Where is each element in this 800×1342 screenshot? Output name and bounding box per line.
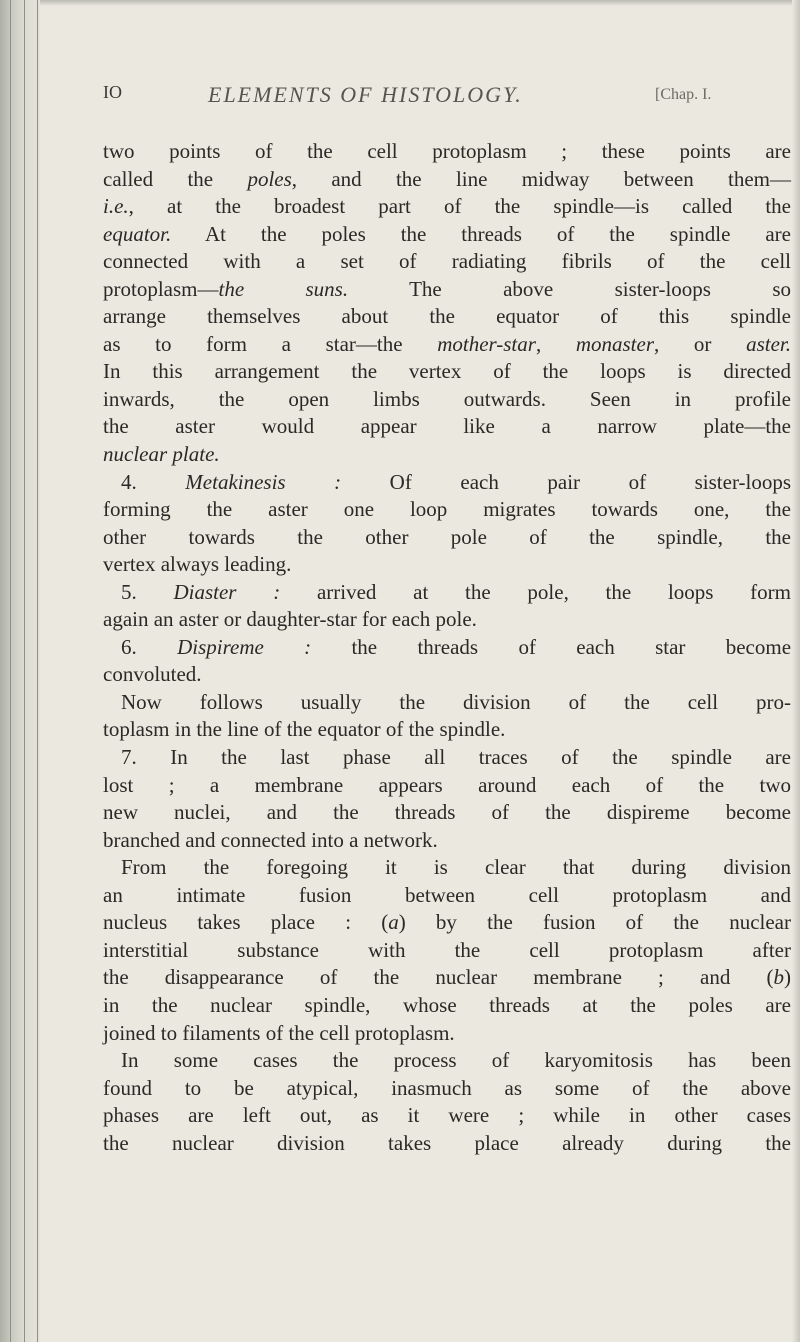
text-segment: ) by the fusion of the nuclear bbox=[398, 910, 791, 935]
page-right-edge bbox=[792, 0, 800, 1342]
italic-term: b bbox=[773, 965, 784, 990]
running-title: ELEMENTS OF HISTOLOGY. bbox=[208, 82, 523, 107]
page-number: IO bbox=[103, 82, 122, 102]
text-line bbox=[103, 854, 791, 882]
italic-term: a bbox=[388, 910, 399, 935]
text-line bbox=[103, 221, 791, 249]
text-line bbox=[103, 386, 791, 414]
text-segment: toplasm in the line of the equator of the spindle. bbox=[103, 717, 506, 742]
running-header bbox=[103, 82, 791, 122]
text-segment: arrived at the pole, the loops form bbox=[280, 579, 791, 604]
text-segment: In some cases the process of karyomitosis has been bbox=[121, 1048, 791, 1073]
binding-edge-line bbox=[37, 0, 38, 1342]
text-line bbox=[103, 524, 791, 552]
text-segment: 5. bbox=[121, 579, 174, 604]
text-segment: the nuclear division takes place already during the bbox=[103, 1130, 791, 1155]
italic-term: Metakinesis : bbox=[185, 469, 342, 494]
text-segment: , bbox=[535, 331, 576, 356]
italic-term: Dispireme : bbox=[177, 634, 312, 659]
text-segment: the aster would appear like a narrow plate—the bbox=[103, 414, 791, 439]
text-line bbox=[103, 827, 791, 855]
text-segment: again an aster or daughter-star for each pole. bbox=[103, 607, 477, 632]
text-line bbox=[103, 166, 791, 194]
page-top-edge bbox=[40, 0, 800, 6]
text-line bbox=[103, 276, 791, 304]
text-line bbox=[103, 413, 791, 441]
text-line bbox=[103, 138, 791, 166]
text-line bbox=[103, 1075, 791, 1103]
text-segment: In this arrangement the vertex of the loops is directed bbox=[103, 359, 791, 384]
text-line bbox=[103, 579, 791, 607]
text-segment: as to form a star—the bbox=[103, 331, 438, 356]
text-segment: Of each pair of sister-loops bbox=[341, 469, 792, 494]
text-segment: forming the aster one loop migrates towards one, the bbox=[103, 497, 791, 522]
text-line bbox=[103, 441, 791, 469]
book-page bbox=[103, 82, 792, 1155]
text-segment: ) bbox=[784, 965, 791, 990]
text-line bbox=[103, 661, 791, 689]
italic-term: the suns. bbox=[218, 276, 349, 301]
text-segment: 6. bbox=[121, 634, 178, 659]
text-segment: the threads of each star become bbox=[311, 634, 792, 659]
italic-term: nuclear plate. bbox=[103, 442, 220, 467]
text-segment: convoluted. bbox=[103, 662, 202, 687]
text-line bbox=[103, 992, 791, 1020]
binding-edge-line bbox=[24, 0, 25, 1342]
text-segment: From the foregoing it is clear that during division bbox=[121, 855, 791, 880]
text-segment: , at the broadest part of the spindle—is called the bbox=[128, 194, 791, 219]
text-segment: The above sister-loops so bbox=[348, 276, 791, 301]
text-segment: the disappearance of the nuclear membrane ; and ( bbox=[103, 965, 774, 990]
text-segment: called the bbox=[103, 166, 248, 191]
book-binding-gutter bbox=[0, 0, 40, 1342]
text-line bbox=[103, 496, 791, 524]
body-text bbox=[103, 138, 791, 1157]
text-segment: other towards the other pole of the spindle, the bbox=[103, 524, 791, 549]
italic-term: monaster bbox=[575, 331, 655, 356]
text-line bbox=[103, 358, 791, 386]
text-segment: an intimate fusion between cell protoplasm and bbox=[103, 882, 791, 907]
text-line bbox=[103, 799, 791, 827]
text-segment: inwards, the open limbs outwards. Seen in profile bbox=[103, 386, 791, 411]
italic-term: aster. bbox=[746, 331, 791, 356]
text-segment: vertex always leading. bbox=[103, 552, 292, 577]
text-segment: protoplasm— bbox=[103, 276, 219, 301]
text-line bbox=[103, 551, 791, 579]
text-line bbox=[103, 964, 791, 992]
chapter-label: [Chap. I. bbox=[655, 86, 712, 103]
italic-term: equator. bbox=[103, 221, 172, 246]
text-segment: two points of the cell protoplasm ; these points are bbox=[103, 139, 791, 163]
text-segment: branched and connected into a network. bbox=[103, 827, 438, 852]
binding-edge-line bbox=[10, 0, 11, 1342]
text-line bbox=[103, 716, 791, 744]
text-line bbox=[103, 882, 791, 910]
text-line bbox=[103, 634, 791, 662]
text-segment: lost ; a membrane appears around each of the two bbox=[103, 772, 791, 797]
text-segment: in the nuclear spindle, whose threads at the poles are bbox=[103, 992, 791, 1017]
text-segment: 4. bbox=[121, 469, 186, 494]
text-line bbox=[103, 193, 791, 221]
text-line bbox=[103, 909, 791, 937]
italic-term: mother-star bbox=[437, 331, 536, 356]
text-line bbox=[103, 1102, 791, 1130]
text-line bbox=[103, 772, 791, 800]
text-segment: phases are left out, as it were ; while in other cases bbox=[103, 1103, 791, 1128]
italic-term: poles bbox=[247, 166, 292, 191]
text-segment: connected with a set of radiating fibrils of the cell bbox=[103, 249, 791, 274]
text-line bbox=[103, 937, 791, 965]
text-line bbox=[103, 1020, 791, 1048]
text-line bbox=[103, 606, 791, 634]
text-segment: arrange themselves about the equator of this spindle bbox=[103, 304, 791, 329]
text-segment: found to be atypical, inasmuch as some of the above bbox=[103, 1075, 791, 1100]
text-segment: nucleus takes place : ( bbox=[103, 910, 389, 935]
text-segment: , and the line midway between them— bbox=[291, 166, 791, 191]
text-line bbox=[103, 469, 791, 497]
text-line bbox=[103, 744, 791, 772]
text-segment: joined to filaments of the cell protoplasm. bbox=[103, 1020, 455, 1045]
text-segment: new nuclei, and the threads of the dispireme become bbox=[103, 800, 791, 825]
italic-term: Diaster : bbox=[173, 579, 281, 604]
text-segment: At the poles the threads of the spindle are bbox=[171, 221, 791, 246]
text-line bbox=[103, 1047, 791, 1075]
text-segment: interstitial substance with the cell protoplasm after bbox=[103, 937, 791, 962]
text-segment: Now follows usually the division of the cell pro- bbox=[121, 689, 791, 714]
text-segment: , or bbox=[654, 331, 747, 356]
text-line bbox=[103, 331, 791, 359]
text-segment: 7. In the last phase all traces of the spindle are bbox=[121, 745, 791, 770]
text-line bbox=[103, 1130, 791, 1158]
text-line bbox=[103, 303, 791, 331]
text-line bbox=[103, 248, 791, 276]
text-line bbox=[103, 689, 791, 717]
italic-term: i.e. bbox=[103, 194, 129, 219]
